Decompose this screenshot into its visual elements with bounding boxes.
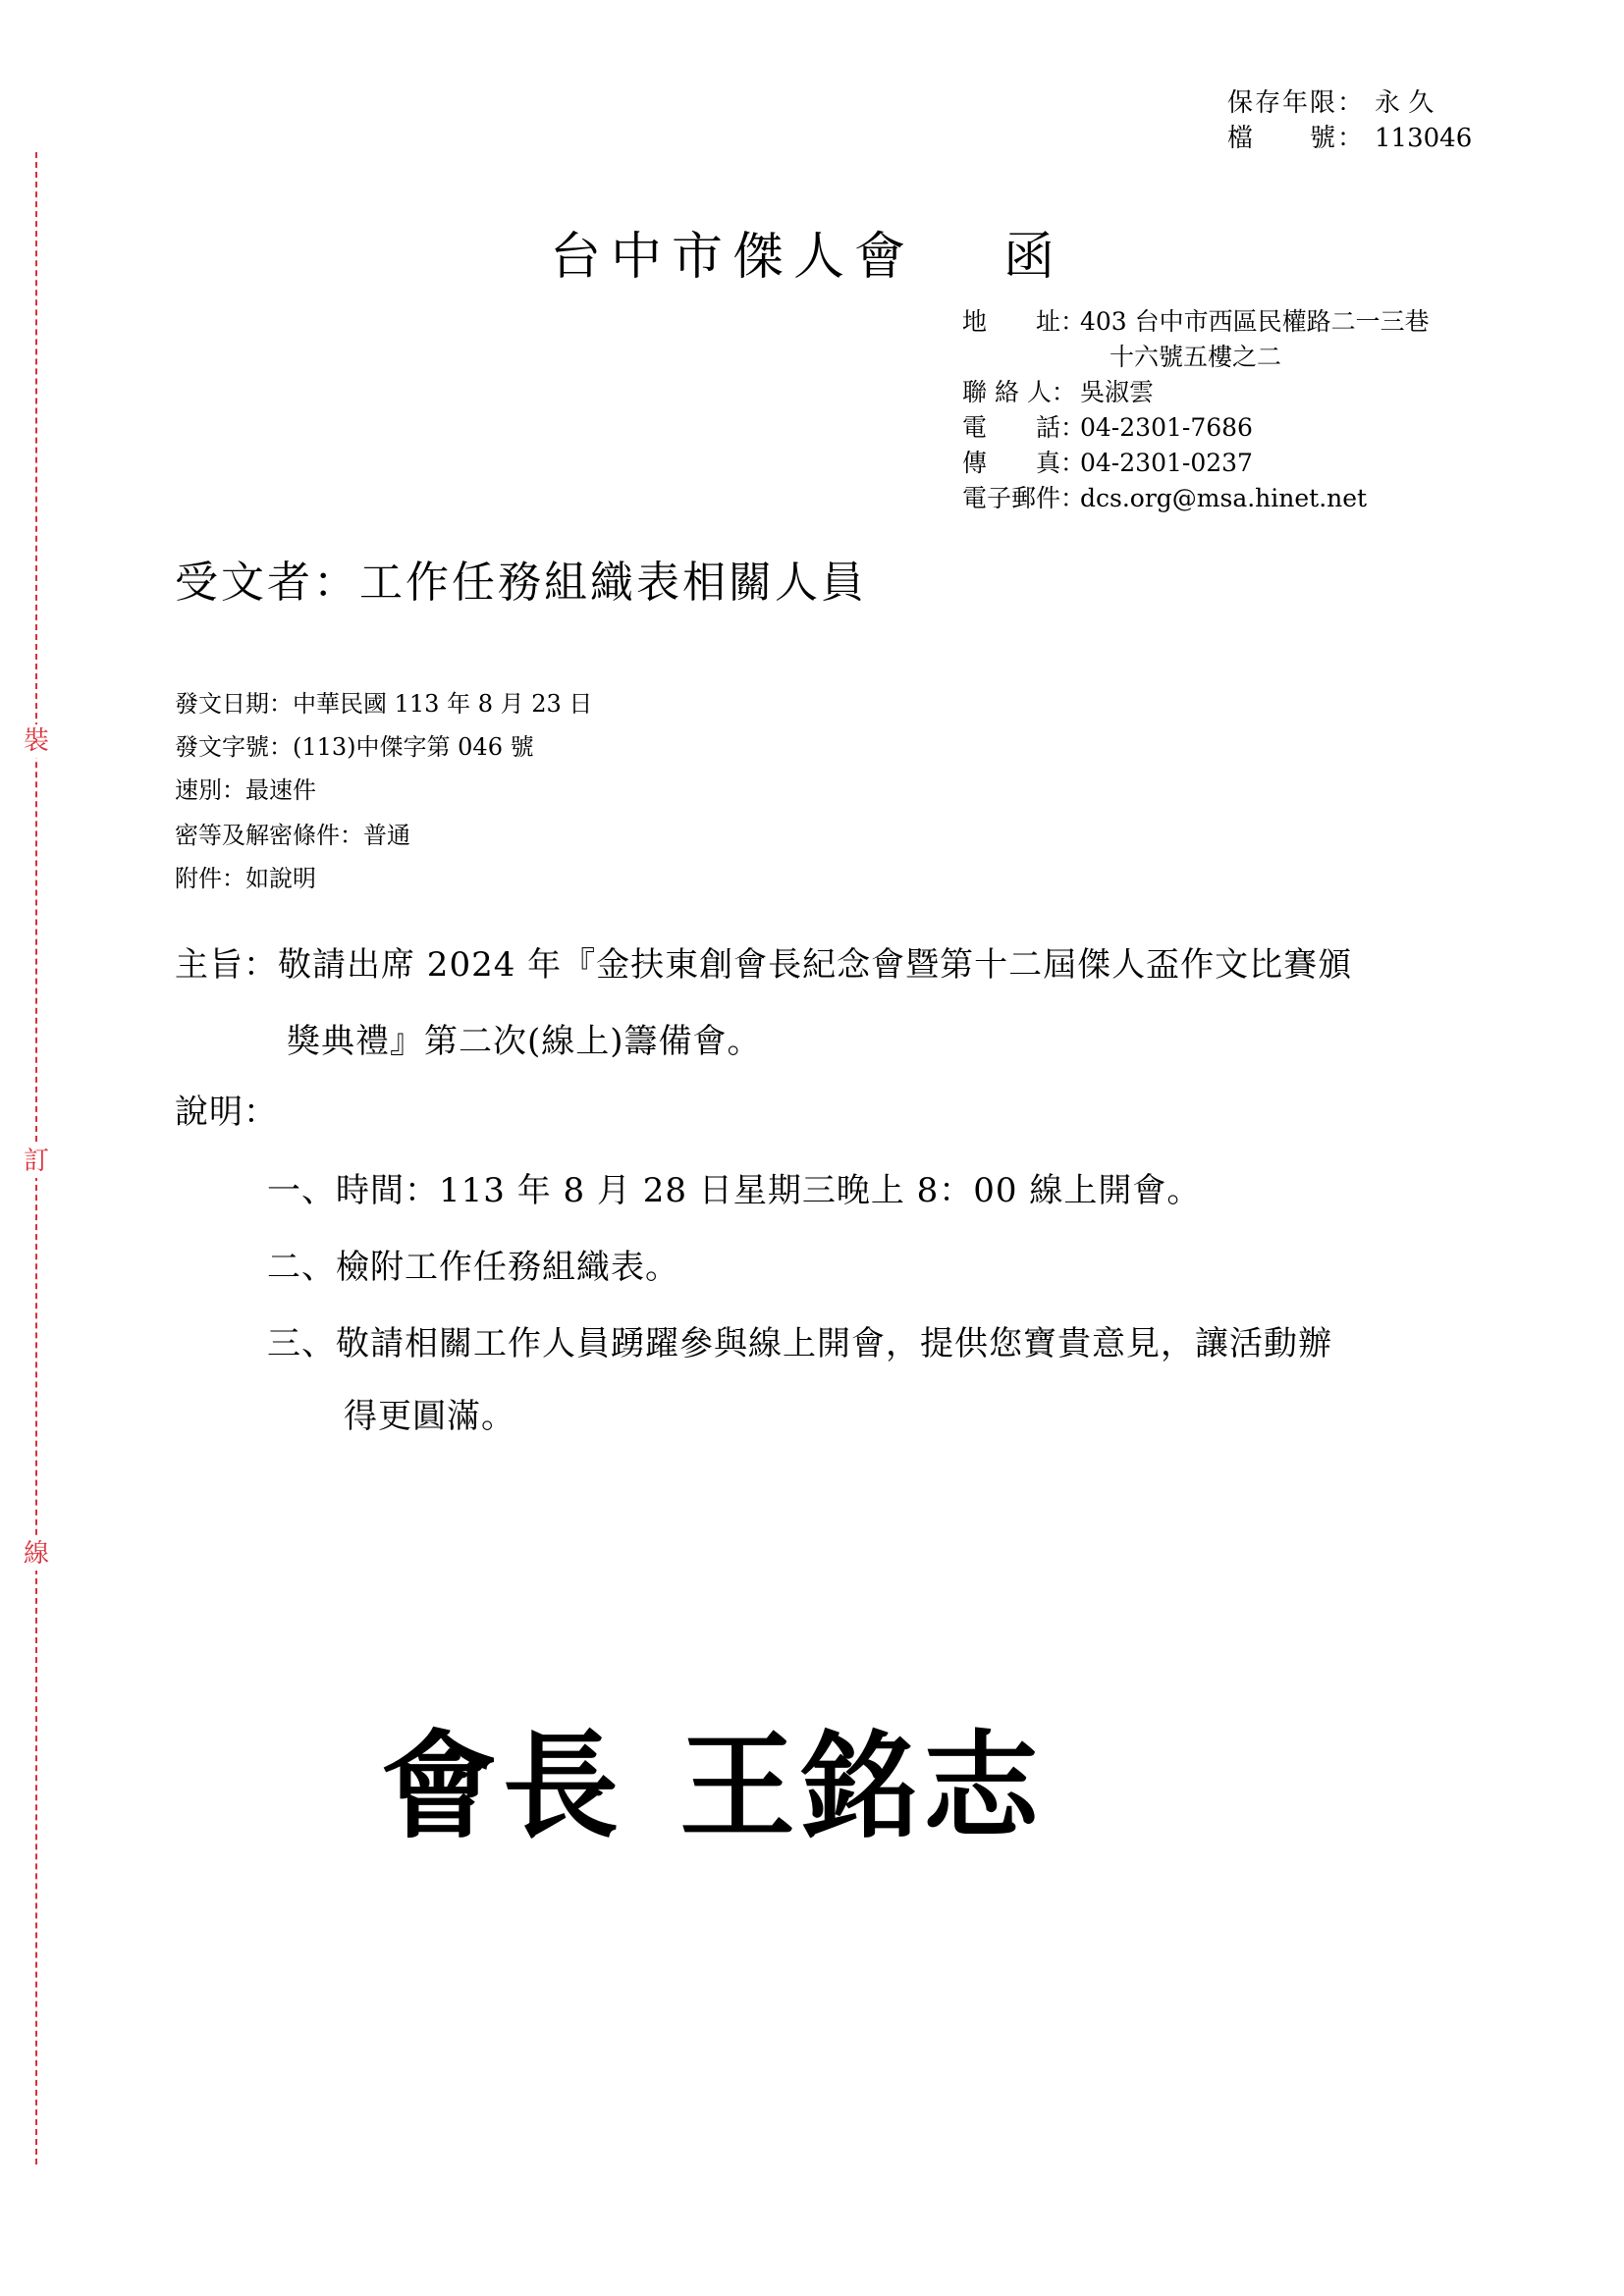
issue-date: 發文日期：中華民國 113 年 8 月 23 日 [175, 690, 593, 718]
recipient-label: 受文者： [175, 558, 359, 608]
sender-phone [962, 410, 1253, 446]
email-label: 電子郵件： [962, 484, 1086, 512]
fax-value: 04-2301-0237 [1080, 449, 1253, 477]
retention-period-value: 永 久 [1375, 88, 1435, 118]
subject-line1 [175, 942, 1352, 988]
file-number-value: 113046 [1375, 124, 1473, 153]
address-label: 地 址： [962, 307, 1086, 336]
file-number-label: 檔 號： [1227, 124, 1366, 153]
secrecy-level: 密等及解密條件：普通 [175, 822, 410, 849]
binding-mark-ding: 訂 [20, 1145, 53, 1178]
explanation-item-1 [267, 1168, 1201, 1213]
explanation-item-2 [267, 1245, 679, 1290]
binding-mark-zhuang: 裝 [20, 724, 53, 758]
explanation-item-3 [267, 1321, 1332, 1366]
signature-name: 王銘志 [679, 1718, 1046, 1854]
phone-value: 04-2301-7686 [1080, 413, 1253, 442]
recipient-value: 工作任務組織表相關人員 [359, 558, 867, 608]
document-title [550, 226, 1064, 289]
item-text: 敬請相關工作人員踴躍參與線上開會，提供您寶貴意見，讓活動辦 [336, 1324, 1332, 1363]
contact-label: 聯 絡 人： [962, 378, 1076, 406]
subject-text-line1: 敬請出席 2024 年『金扶東創會長紀念會暨第十二屆傑人盃作文比賽頒 [278, 945, 1353, 985]
retention-period [1227, 86, 1434, 120]
item-text: 時間：113 年 8 月 28 日星期三晚上 8：00 線上開會。 [336, 1171, 1202, 1210]
issue-number: 發文字號：(113)中傑字第 046 號 [175, 733, 534, 761]
retention-period-label: 保存年限： [1227, 88, 1366, 118]
sender-contact [962, 375, 1154, 410]
recipient-line [175, 554, 867, 613]
chairman-signature [381, 1718, 1045, 1855]
document-type: 函 [1003, 228, 1065, 287]
item-number: 二、 [267, 1248, 336, 1287]
address-line1: 403 台中市西區民權路二一三巷 [1080, 307, 1430, 336]
sender-fax [962, 446, 1253, 481]
attachment-note: 附件：如說明 [175, 865, 316, 892]
sender-address [962, 304, 1430, 340]
item-number: 一、 [267, 1171, 336, 1210]
subject-text-line2: 獎典禮』第二次(線上)籌備會。 [287, 1022, 762, 1061]
item-text: 檢附工作任務組織表。 [336, 1248, 679, 1287]
item-number: 三、 [267, 1324, 336, 1363]
binding-mark-xian: 線 [20, 1537, 53, 1571]
file-number [1227, 122, 1472, 155]
delivery-speed: 速別：最速件 [175, 776, 316, 804]
fax-label: 傳 真： [962, 449, 1086, 477]
explanation-item-3-line2: 得更圓滿。 [344, 1397, 515, 1436]
subject-label: 主旨： [175, 945, 278, 985]
signature-title: 會長 [381, 1718, 625, 1854]
email-value[interactable]: dcs.org@msa.hinet.net [1080, 484, 1368, 512]
organization-name: 台中市傑人會 [550, 228, 916, 287]
sender-address-line2: 十六號五樓之二 [1110, 343, 1282, 371]
sender-email [962, 481, 1367, 516]
phone-label: 電 話： [962, 413, 1086, 442]
explanation-label: 說明： [175, 1093, 278, 1132]
contact-value: 吳淑雲 [1080, 378, 1155, 406]
